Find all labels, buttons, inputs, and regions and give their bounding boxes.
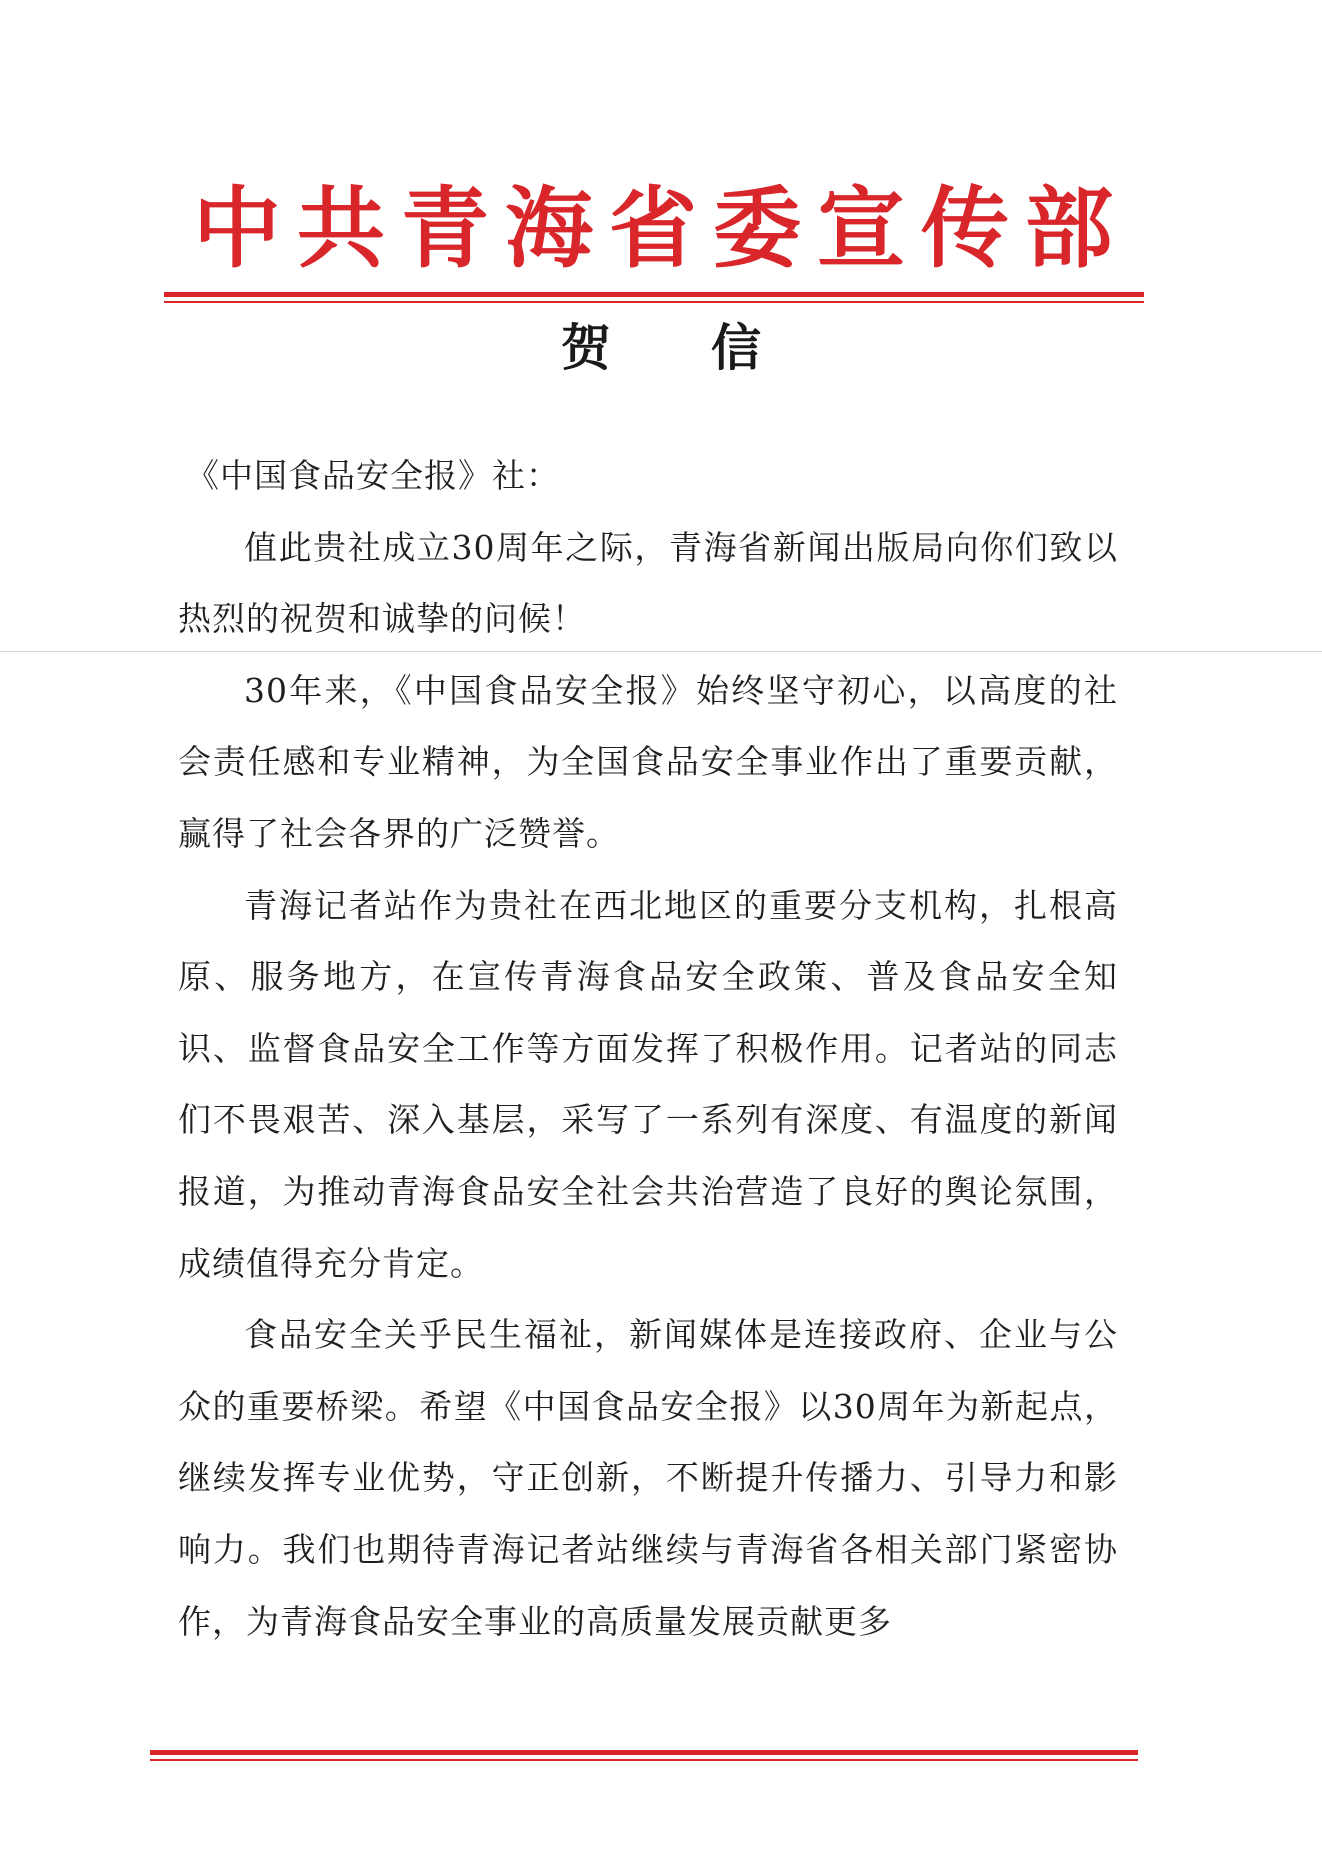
letter-body xyxy=(178,440,1118,1657)
document-title: 贺 信 xyxy=(561,318,761,377)
letterhead-rule-thin xyxy=(164,301,1144,303)
paragraph-4: 食品安全关乎民生福祉，新闻媒体是连接政府、企业与公众的重要桥梁。希望《中国食品安全报》以30周年为新起点，继续发挥专业优势，守正创新，不断提升传播力、引导力和影响力。我们也期待青海记者站继续与青海省各相关部门紧密协作，为青海食品安全事业的高质量发展贡献更多 xyxy=(178,1315,1118,1641)
salutation: 《中国食品安全报》社： xyxy=(186,456,560,495)
footer-rule-thick xyxy=(150,1750,1138,1755)
paragraph-2: 30年来，《中国食品安全报》始终坚守初心，以高度的社会责任感和专业精神，为全国食品安全事业作出了重要贡献，赢得了社会各界的广泛赞誉。 xyxy=(178,670,1118,853)
paragraph-1: 值此贵社成立30周年之际，青海省新闻出版局向你们致以热烈的祝贺和诚挚的问候！ xyxy=(178,527,1118,639)
paragraph-3: 青海记者站作为贵社在西北地区的重要分支机构，扎根高原、服务地方，在宣传青海食品安全政策、普及食品安全知识、监督食品安全工作等方面发挥了积极作用。记者站的同志们不畏艰苦、深入基层，采写了一系列有深度、有温度的新闻报道，为推动青海食品安全社会共治营造了良好的舆论氛围，成绩值得充分肯定。 xyxy=(178,885,1118,1283)
footer-rule-thin xyxy=(150,1759,1138,1761)
letterhead-title: 中共青海省委宣传部 xyxy=(192,176,1129,280)
letterhead-rule-thick xyxy=(164,292,1144,297)
